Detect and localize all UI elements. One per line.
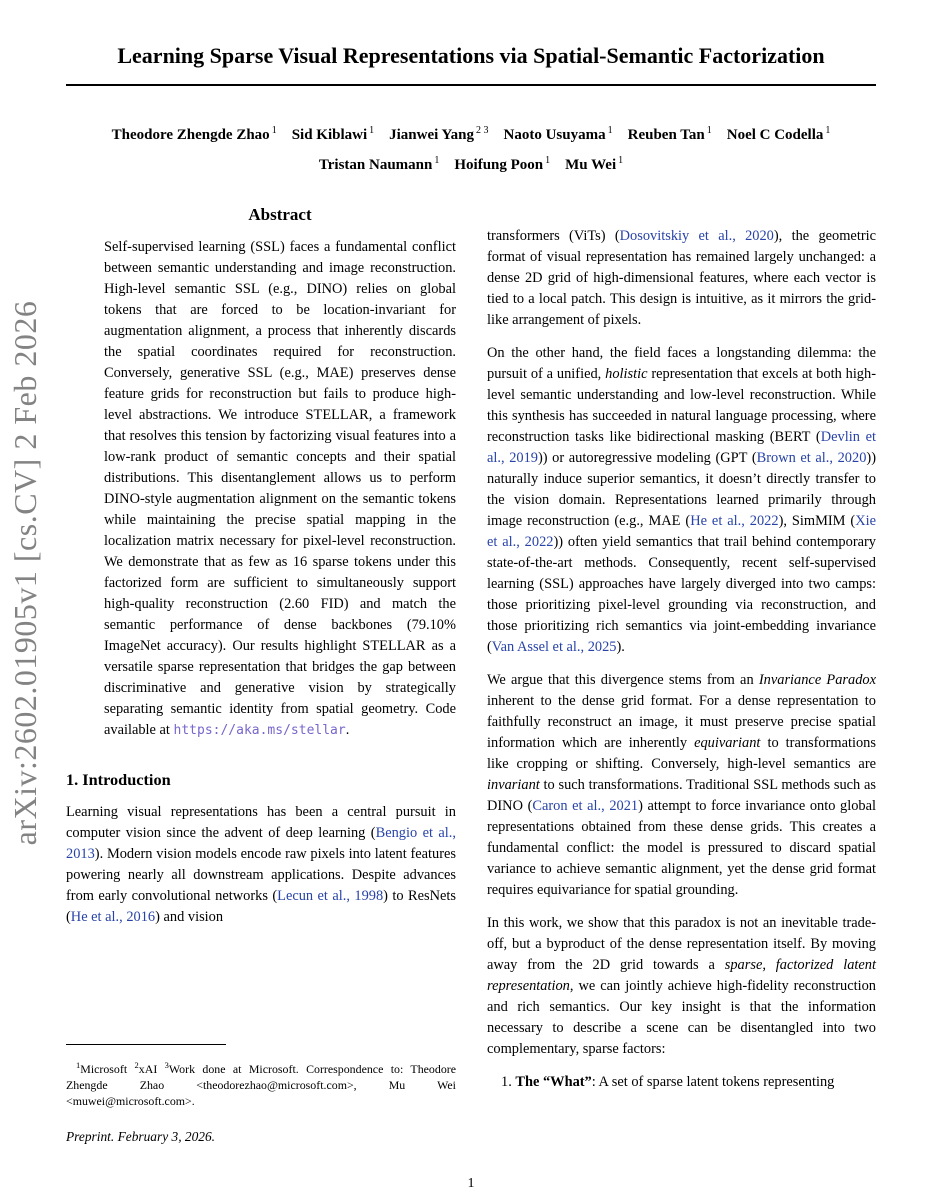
footnote-rule [66,1044,226,1045]
body-paragraph-1: transformers (ViTs) (Dosovitskiy et al., 2020), the geometric format of visual representation has remained largely unchanged: a dense 2D grid of high-dimensional features, where each vector is tied to a local patch. This design is intuitive, as it mirrors the grid-like arrangement of pixels. [487,228,876,328]
arxiv-watermark: arXiv:2602.01905v1 [cs.CV] 2 Feb 2026 [7,300,43,846]
abstract-heading: Abstract [248,205,312,224]
citation-link[interactable]: Van Assel et al., 2025 [491,639,617,655]
citation-link[interactable]: Brown et al., 2020 [756,450,867,466]
body-paragraph-2: On the other hand, the field faces a longstanding dilemma: the pursuit of a unified, holistic representation that excels at both high-level semantic understanding and low-level reconstruction. While this synthesis has succeeded in natural language processing, where reconstruction tasks like bidirectional masking (BERT (Devlin et al., 2019)) or autoregressive modeling (GPT (Brown et al., 2020)) naturally induce superior semantics, it doesn’t directly transfer to the vision domain. Representations learned primarily through image reconstruction (e.g., MAE (He et al., 2022), SimMIM (Xie et al., 2022)) often yield semantics that trail behind contemporary state-of-the-art methods. Consequently, recent self-supervised learning (SSL) approaches have largely diverged into two camps: those prioritizing pixel-level grounding via reconstruction, and those prioritizing rich semantics via joint-embedding invariance (Van Assel et al., 2025). [487,345,876,655]
citation-link[interactable]: Devlin et al., 2019 [487,429,876,466]
citation-link[interactable]: Xie et al., 2022 [487,513,876,550]
citation-link[interactable]: Lecun et al., 1998 [277,888,384,904]
citation-link[interactable]: Caron et al., 2021 [532,798,639,814]
authors-line-2: Tristan Naumann $^1$ Hoifung Poon $^1$ Mu Wei $^1$ [318,155,624,173]
preprint-note: Preprint. February 3, 2026. [66,1128,216,1144]
body-paragraph-4: In this work, we show that this paradox is not an inevitable trade-off, but a byproduct of the dense representation itself. By moving away from the 2D grid towards a sparse, factorized latent representation, we can jointly achieve high-fidelity reconstruction and rich semantics. Our key insight is that the information necessary to describe a scene can be disentangled into two complementary, sparse factors: [487,915,876,1057]
authors-block [40,118,902,178]
abstract-section [104,202,456,753]
citation-link[interactable]: Bengio et al., 2013 [66,825,456,862]
list-item-what: 1. The “What”: A set of sparse latent tokens representing [501,1074,835,1090]
right-column [487,226,876,1105]
citation-link[interactable]: He et al., 2022 [690,513,779,529]
body-paragraph-3: We argue that this divergence stems from an Invariance Paradox inherent to the dense grid format. For a dense representation to faithfully reconstruct an image, it must preserve precise spatial information which are inherently equivariant to transformations like cropping or shifting. Conversely, high-level semantics are invariant to such transformations. Traditional SSL methods such as DINO (Caron et al., 2021) attempt to force invariance onto global representations obtained from these dense grids. This creates a fundamental conflict: the model is pressured to discard spatial variance to achieve semantic alignment, yet the dense grid format requires equivariance for spatial grounding. [487,672,876,898]
abstract-text: Self-supervised learning (SSL) faces a fundamental conflict between semantic understanding and image reconstruction. High-level semantic SSL (e.g., DINO) relies on global tokens that are forced to be location-invariant for augmentation alignment, a process that inherently discards the spatial coordinates required for reconstruction. Conversely, generative SSL (e.g., MAE) preserves dense feature grids for reconstruction but fails to produce high-level abstractions. We introduce STELLAR, a framework that resolves this tension by factorizing visual features into a low-rank product of semantic concepts and their spatial distributions. This disentanglement allows us to perform DINO-style augmentation alignment on the semantic tokens while maintaining the precise spatial mapping in the localization matrix necessary for pixel-level reconstruction. We demonstrate that as few as 16 sparse tokens under this factorized form are sufficient to simultaneously support high-quality reconstruction (2.60 FID) and match the semantic performance of dense backbones (79.10% ImageNet accuracy). Our results highlight STELLAR as a versatile sparse representation that bridges the gap between discriminative and generative vision by strategically separating semantic identity from spatial geometry. Code available at https://aka.ms/stellar. [104,239,456,738]
code-url-link[interactable]: https://aka.ms/stellar [173,723,346,738]
citation-link[interactable]: Dosovitskiy et al., 2020 [619,228,774,244]
authors-line-1: Theodore Zhengde Zhao $^1$ Sid Kiblawi $^1$ Jianwei Yang $^{2 3}$ Naoto Usuyama $^1$ Reuben Tan $^1$ Noel C Codella $^1$ [111,125,831,143]
paper-title: Learning Sparse Visual Representations via Spatial-Semantic Factorization [117,42,825,68]
left-column [66,202,456,1160]
title-rule [66,84,876,86]
intro-paragraph: Learning visual representations has been a central pursuit in computer vision since the advent of deep learning (Bengio et al., 2013). Modern vision models encode raw pixels into latent features powering nearly all downstream applications. Despite advances from early convolutional networks (Lecun et al., 1998) to ResNets (He et al., 2016) and vision [66,804,456,925]
page-number: 1 [467,1176,475,1191]
citation-link[interactable]: He et al., 2016 [70,909,156,925]
section-heading-introduction: 1. Introduction [66,770,171,789]
footnote-block [66,1044,456,1160]
footnote-text: $^1$Microsoft $^2$xAI $^3$Work done at Microsoft. Correspondence to: Theodore Zhengde Zhao <theodorezhao@microsoft.com>, Mu Wei <muwei@microsoft.com>. [66,1059,456,1109]
